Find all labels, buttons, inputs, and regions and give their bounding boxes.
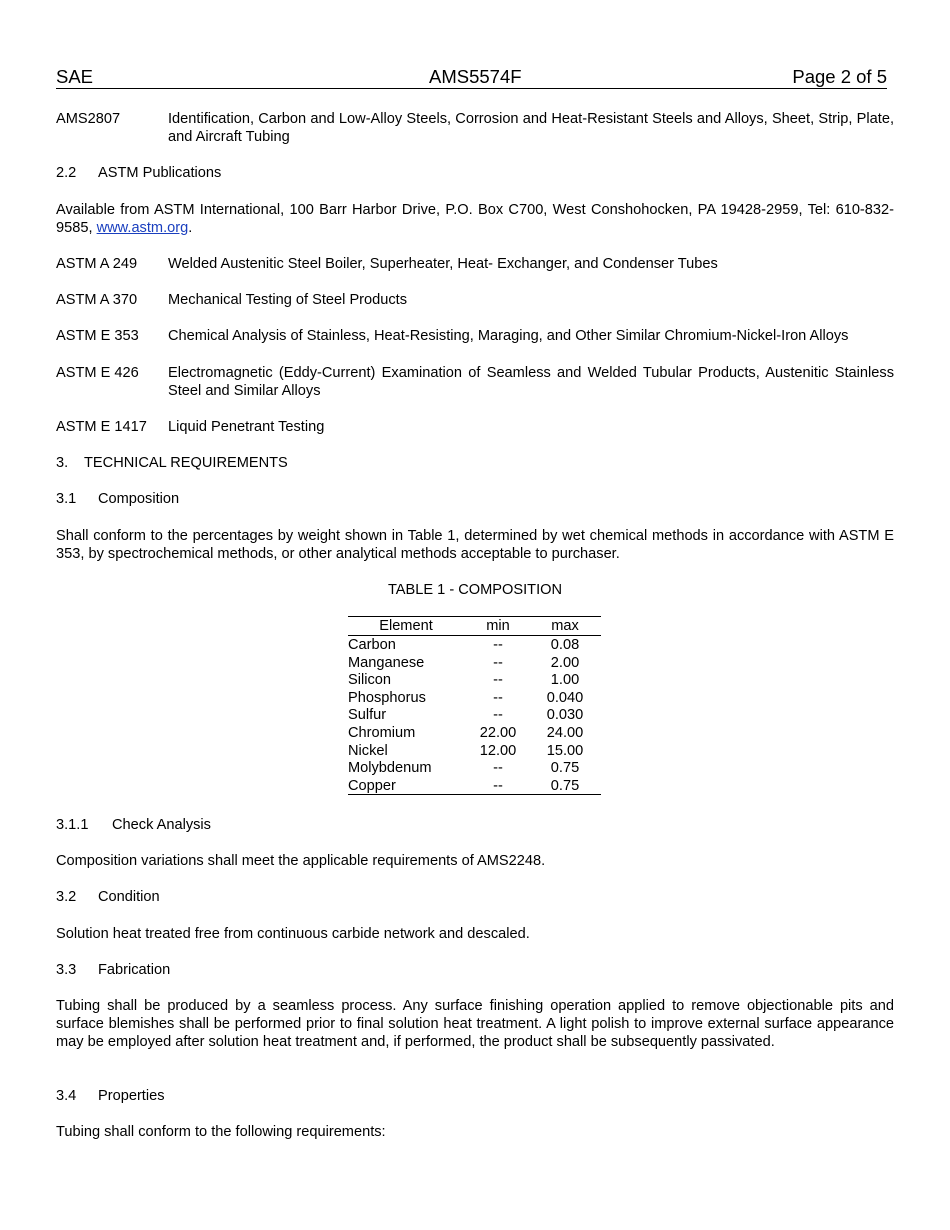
table-cell: Nickel: [348, 742, 388, 759]
availability-text: Available from ASTM International, 100 Barr Harbor Drive, P.O. Box C700, West Conshohocken, PA 19428-2959, Tel: 610-832-9585,: [56, 202, 894, 236]
table-cell: --: [493, 672, 503, 689]
table-cell: Carbon: [348, 637, 396, 653]
ref-code: ASTM E 353: [56, 328, 139, 344]
composition-table: [348, 616, 601, 795]
table-cell: 24.00: [546, 724, 584, 741]
table-cell: 0.030: [546, 707, 584, 724]
table-cell: 2.00: [550, 654, 580, 671]
table-cell: Molybdenum: [348, 760, 432, 777]
astm-availability: [56, 201, 894, 237]
table-cell: --: [493, 654, 503, 671]
section-title: Composition: [98, 491, 180, 507]
table-row: [348, 759, 601, 777]
ref-code-ams2807: AMS2807: [56, 111, 121, 127]
ref-code: ASTM A 370: [56, 292, 138, 308]
table-row: [348, 724, 601, 742]
table-row: [348, 636, 601, 654]
table-row: [348, 689, 601, 707]
ref-text: Mechanical Testing of Steel Products: [168, 292, 408, 308]
ref-code: ASTM E 1417: [56, 419, 147, 435]
section-number: 3.2: [56, 889, 77, 905]
section-number: 3.3: [56, 962, 77, 978]
table-cell: --: [493, 760, 503, 777]
column-header: Element: [379, 618, 433, 634]
section-2-2-heading: [56, 164, 894, 182]
section-title: Condition: [98, 889, 160, 905]
table-cell: 1.00: [550, 672, 580, 689]
table-cell: 22.00: [479, 724, 517, 741]
section-title: Fabrication: [98, 962, 171, 978]
section-number: 3.1.1: [56, 817, 89, 833]
table-row: [348, 777, 601, 795]
page-header: [56, 66, 887, 89]
section-3-3-heading: [56, 961, 894, 979]
table-row: [348, 671, 601, 689]
header-org: SAE: [56, 66, 94, 87]
table-cell: 0.08: [550, 637, 580, 653]
table-row: [348, 706, 601, 724]
table-cell: --: [493, 777, 503, 794]
section-3-4-text: Tubing shall conform to the following requirements:: [56, 1124, 386, 1140]
section-title: Check Analysis: [112, 817, 211, 833]
section-3-heading: [56, 454, 894, 472]
table-cell: Chromium: [348, 724, 416, 741]
table-row: [348, 654, 601, 672]
column-header: min: [486, 618, 510, 634]
ref-text: Welded Austenitic Steel Boiler, Superheater, Heat- Exchanger, and Condenser Tubes: [168, 256, 718, 272]
table-cell: Copper: [348, 777, 396, 794]
table-1-title: TABLE 1 - COMPOSITION: [387, 582, 563, 598]
section-number: 3.: [56, 455, 69, 471]
section-number: 3.4: [56, 1088, 77, 1104]
ref-text: Electromagnetic (Eddy-Current) Examination of Seamless and Welded Tubular Products, Austenitic Stainless Steel and Similar Alloys: [168, 365, 894, 399]
section-3-1-1-heading: [56, 816, 894, 834]
ref-code: ASTM A 249: [56, 256, 138, 272]
table-cell: --: [493, 637, 503, 653]
table-cell: Silicon: [348, 672, 391, 689]
table-cell: 12.00: [479, 742, 517, 759]
ref-text: Chemical Analysis of Stainless, Heat-Resisting, Maraging, and Other Similar Chromium-Nickel-Iron Alloys: [168, 328, 849, 344]
section-title: TECHNICAL REQUIREMENTS: [84, 455, 288, 471]
column-header: max: [551, 618, 579, 634]
table-cell: Manganese: [348, 654, 425, 671]
section-number: 2.2: [56, 165, 77, 181]
availability-tail: .: [188, 220, 193, 236]
section-3-1-text: Shall conform to the percentages by weight shown in Table 1, determined by wet chemical methods in accordance with ASTM E 353, by spectrochemical methods, or other analytical methods acceptable to purchaser.: [56, 528, 894, 562]
ref-text-ams2807: Identification, Carbon and Low-Alloy Steels, Corrosion and Heat-Resistant Steels and Alloys, Sheet, Strip, Plate, and Aircraft Tubing: [168, 111, 894, 145]
section-3-2-text: Solution heat treated free from continuous carbide network and descaled.: [56, 926, 530, 942]
header-page-number: Page 2 of 5: [792, 66, 887, 87]
table-cell: Sulfur: [348, 707, 387, 724]
table-header-row: [348, 617, 601, 636]
section-title: ASTM Publications: [98, 165, 222, 181]
section-3-4-heading: [56, 1087, 894, 1105]
table-cell: --: [493, 689, 503, 706]
table-cell: Phosphorus: [348, 689, 426, 706]
ref-code: ASTM E 426: [56, 365, 139, 381]
table-cell: 0.75: [550, 777, 580, 794]
section-title: Properties: [98, 1088, 165, 1104]
section-3-1-1-text: Composition variations shall meet the applicable requirements of AMS2248.: [56, 853, 546, 869]
astm-website-link[interactable]: www.astm.org: [96, 220, 189, 236]
section-3-3-text: Tubing shall be produced by a seamless process. Any surface finishing operation applied to remove objectionable pits and surface blemishes shall be performed prior to final solution heat treatment. A light polish to improve external surface appearance may be employed after solution heat treatment and, if performed, the product shall be subsequently passivated.: [56, 998, 894, 1050]
section-3-2-heading: [56, 888, 894, 906]
table-cell: 0.75: [550, 760, 580, 777]
table-cell: 15.00: [546, 742, 584, 759]
section-number: 3.1: [56, 491, 77, 507]
ref-text: Liquid Penetrant Testing: [168, 419, 325, 435]
table-cell: --: [493, 707, 503, 724]
section-3-1-heading: [56, 490, 894, 508]
table-cell: 0.040: [546, 689, 584, 706]
table-row: [348, 742, 601, 760]
header-doc-number: AMS5574F: [429, 66, 522, 87]
